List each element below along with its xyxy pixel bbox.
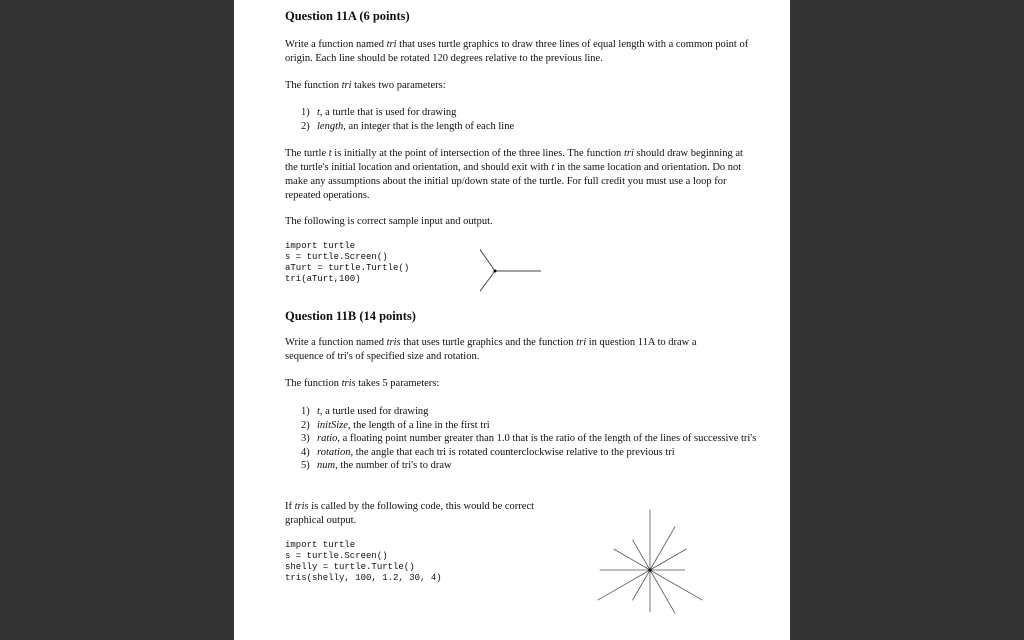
tris-line	[650, 570, 702, 600]
tris-line	[614, 549, 650, 570]
turtle-origin	[494, 270, 497, 273]
q11a-sample-text: The following is correct sample input and output.	[285, 216, 493, 227]
tris-output-figure	[575, 488, 725, 638]
q11b-call-text: If tris is called by the following code, this would be correct graphical output.	[285, 501, 535, 526]
list-item: 2) length, an integer that is the length of each line	[301, 120, 515, 132]
tris-line	[650, 526, 675, 570]
q11b-intro: Write a function named tris that uses turtle graphics and the function tri in question 11A to draw a sequence of tri's of specified size and rotation.	[285, 337, 697, 362]
list-item: 1) t, a turtle used for drawing	[301, 406, 429, 417]
q11b-title: Question 11B (14 points)	[285, 309, 416, 323]
q11b-params-intro: The function tris takes 5 parameters:	[285, 378, 440, 389]
tris-line	[650, 570, 675, 614]
q11b-code-block: import turtle s = turtle.Screen() shelly = turtle.Turtle() tris(shelly, 100, 1.2, 30, 4)	[285, 540, 442, 583]
q11a-intro: Write a function named tri that uses turtle graphics to draw three lines of equal length with a common point of origin. Each line should be rotated 120 degrees relative to the previous line.	[285, 39, 749, 64]
tris-line	[650, 549, 686, 570]
q11a-title: Question 11A (6 points)	[285, 9, 410, 23]
tris-line	[633, 570, 651, 600]
q11a-description: The turtle t is initially at the point of intersection of the three lines. The function tri should draw beginning at the turtle's initial location and orientation, and should exit with t in the same location and orientation. Do not make any assumptions about the initial up/down state of the turtle. For full credit you must use a loop for repeated operations.	[285, 148, 743, 201]
list-item: 5) num, the number of tri's to draw	[301, 460, 452, 471]
tris-line	[633, 540, 651, 570]
list-item: 2) initSize, the length of a line in the first tri	[301, 419, 490, 431]
q11b-param-list	[301, 405, 757, 473]
q11a-code-block: import turtle s = turtle.Screen() aTurt = turtle.Turtle() tri(aTurt,100)	[285, 241, 410, 284]
list-item: 4) rotation, the angle that each tri is rotated counterclockwise relative to the previous tri	[301, 446, 675, 458]
q11a-params-intro: The function tri takes two parameters:	[285, 80, 446, 91]
tris-line	[598, 570, 650, 600]
tri-output-figure	[480, 236, 550, 306]
tri-line	[480, 271, 495, 302]
q11a-param-list	[301, 106, 757, 133]
document-page	[234, 0, 790, 640]
list-item: 1) t, a turtle that is used for drawing	[301, 107, 457, 118]
tri-line	[480, 238, 495, 271]
list-item: 3) ratio, a floating point number greater than 1.0 that is the ratio of the length of the lines of successive tri's	[301, 433, 757, 444]
turtle-origin	[649, 569, 652, 572]
